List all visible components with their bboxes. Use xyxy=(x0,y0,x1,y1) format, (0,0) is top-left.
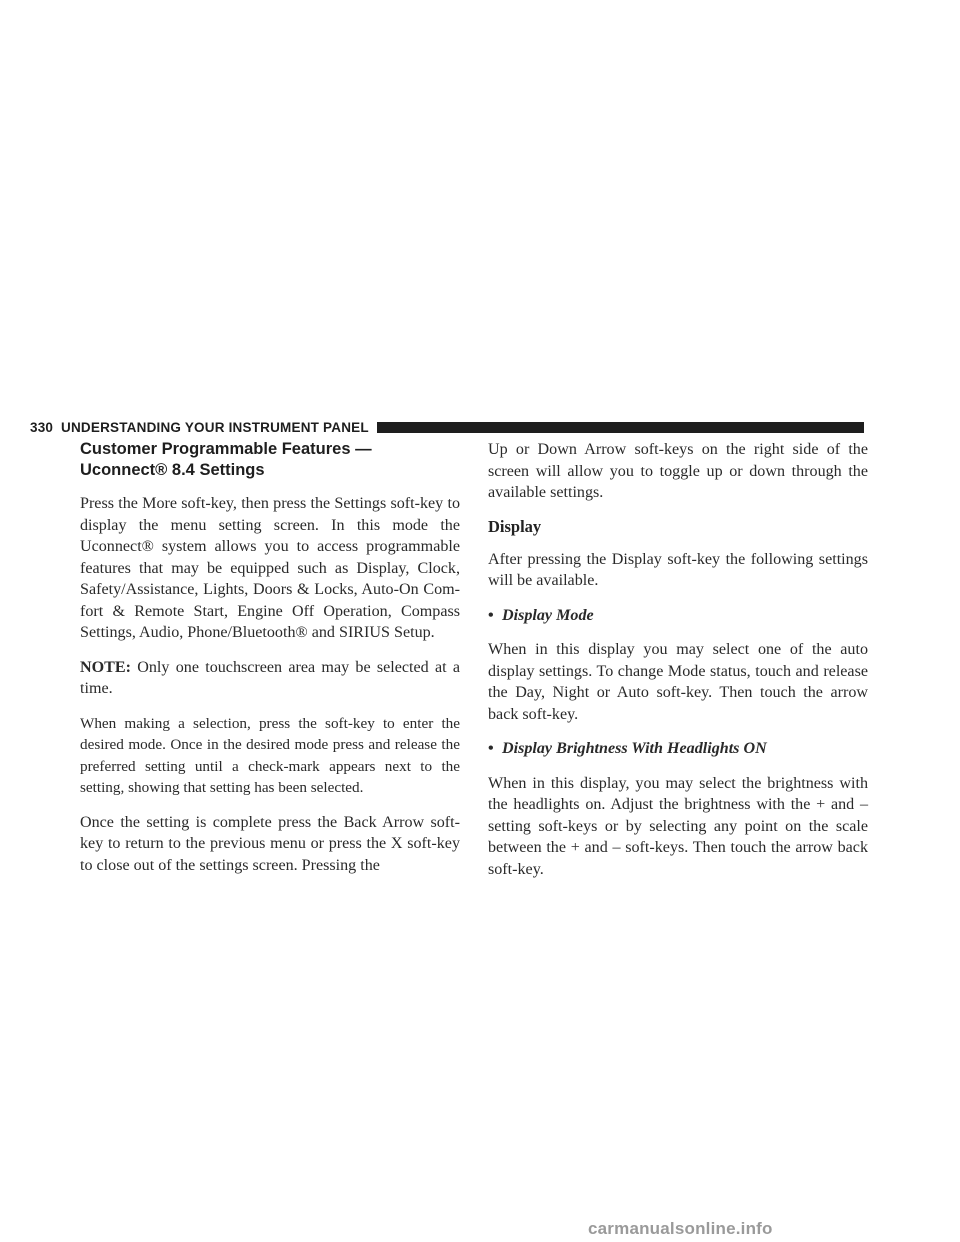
page-header xyxy=(30,418,864,436)
section-title: UNDERSTANDING YOUR INSTRUMENT PANEL xyxy=(61,419,369,435)
intro-paragraph: Press the More soft-key, then press the Settings soft-key to display the menu setting screen. In this mode the Uconnect® system allows you to access programmable features that may be equipped such as Display, Clock, Safety/Assistance, Lights, Doors & Locks, Auto-On Com-fort & Remote Start, Engine Off Operation, Compass Settings, Audio, Phone/Bluetooth® and SIRIUS Setup. xyxy=(80,495,460,641)
bullet-dot: • xyxy=(488,740,494,757)
note-label: NOTE: xyxy=(80,658,131,676)
page-header-text xyxy=(30,420,377,435)
note-text: Only one touchscreen area may be selected at a time. xyxy=(80,658,460,697)
section-heading xyxy=(80,439,460,481)
watermark: carmanualsonline.info xyxy=(588,1219,773,1238)
bullet-display-mode-label: Display Mode xyxy=(502,606,594,624)
right-column xyxy=(488,439,868,893)
display-heading: Display xyxy=(488,516,542,536)
arrow-keys-paragraph: Up or Down Arrow soft-keys on the right side of the screen will allow you to toggle up or down through the available settings. xyxy=(488,441,868,501)
bullet-dot: • xyxy=(488,606,494,624)
bullet-brightness-label: Display Brightness With Headlights ON xyxy=(502,740,767,757)
section-heading-line2: Uconnect® 8.4 Settings xyxy=(80,461,265,479)
display-mode-paragraph: When in this display you may select one of the auto display settings. To change Mode status, touch and release the Day, Night or Auto soft-key. Then touch the arrow back soft-key. xyxy=(488,641,868,723)
bullet-brightness xyxy=(488,738,868,760)
complete-paragraph: Once the setting is complete press the Back Arrow soft-key to return to the previous menu or press the X soft-key to close out of the settings screen. Pressing the xyxy=(80,813,460,874)
page-number: 330 xyxy=(30,419,54,435)
selection-paragraph: When making a selection, press the soft-key to enter the desired mode. Once in the desired mode press and release the preferred setting until a check-mark appears next to the setting, showing that setting has been selected. xyxy=(80,714,460,796)
header-rule xyxy=(377,422,864,433)
display-intro-paragraph: After pressing the Display soft-key the following settings will be available. xyxy=(488,550,868,589)
brightness-paragraph: When in this display, you may select the brightness with the headlights on. Adjust the brightness with the + and – setting soft-keys or by selecting any point on the scale between the + and – soft-keys. Then touch the arrow back soft-key. xyxy=(488,774,868,878)
note-paragraph xyxy=(80,657,460,700)
section-heading-line1: Customer Programmable Features — xyxy=(80,440,372,458)
bullet-display-mode xyxy=(488,605,868,627)
left-column xyxy=(80,439,460,889)
